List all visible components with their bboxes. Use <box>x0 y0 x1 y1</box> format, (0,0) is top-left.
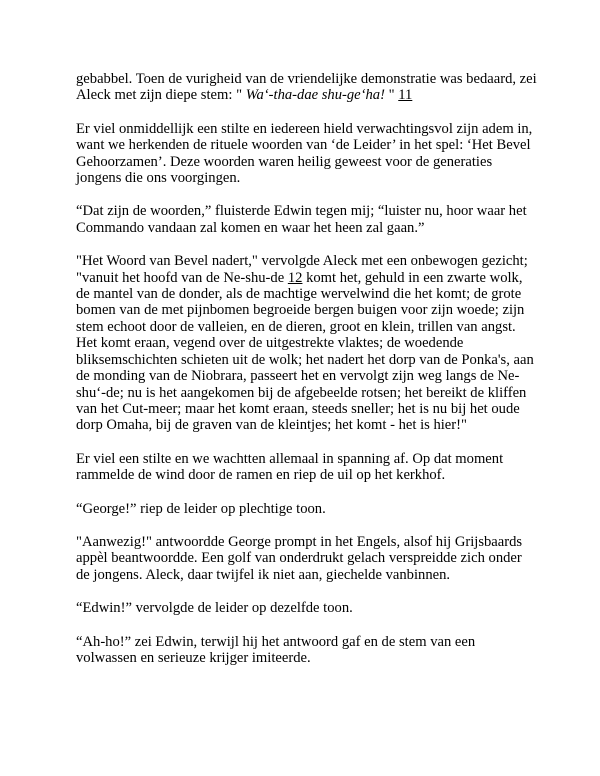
paragraph-8: “Edwin!” vervolgde de leider op dezelfde toon. <box>76 600 353 617</box>
paragraph-4-text-start: "Het Woord van Bevel nadert," vervolgde Aleck met een onbewogen gezicht; "vanuit het hoofd van de Ne-shu-de <box>76 253 528 286</box>
footnote-link-12[interactable]: 12 <box>287 269 303 286</box>
paragraph-4-text-end: komt het, gehuld in een zwarte wolk, de mantel van de donder, als de machtige wervelwind die het komt; de grote bomen van de met pijnbomen begroeide bergen buigen voor zijn woede; zijn stem echoot door de valleien, en de dieren, groot en klein, trillen van angst. Het komt eraan, vegend over de uitgestrekte vlaktes; de woedende bliksemschichten schieten uit de wolk; het nadert het dorp van de Ponka's, aan de monding van de Niobrara, passeert het en vervolgt zijn weg langs de Ne-shu‘-de; nu is het aangekomen bij de afgebeelde rotsen; het bereikt de kliffen van het Cut-meer; maar het komt eraan, steeds sneller; het is nu bij het oude dorp Omaha, bij de graven van de kleintjes; het komt - het is hier!" <box>76 269 534 434</box>
paragraph-9: “Ah-ho!” zei Edwin, terwijl hij het antwoord gaf en de stem van een volwassen en serieuze krijger imiteerde. <box>76 633 476 666</box>
paragraph-7: "Aanwezig!" antwoordde George prompt in het Engels, alsof hij Grijsbaards appèl beantwoordde. Een golf van onderdrukt gelach verspreidde zich onder de jongens. Aleck, daar twijfel ik niet aan, giechelde vanbinnen. <box>76 533 523 583</box>
paragraph-6: “George!” riep de leider op plechtige toon. <box>76 500 326 517</box>
paragraph-1 <box>76 71 538 104</box>
paragraph-1-text: gebabbel. Toen de vurigheid van de vriendelijke demonstratie was bedaard, zei Aleck met zijn diepe stem: " <box>76 71 537 104</box>
paragraph-2: Er viel onmiddellijk een stilte en iedereen hield verwachtingsvol zijn adem in, want we herkenden de rituele woorden van ‘de Leider’ in het spel: ‘Het Bevel Gehoorzamen’. Deze woorden waren heilig geweest voor de generaties jongens die ons voorgingen. <box>76 120 533 187</box>
footnote-link-11[interactable]: 11 <box>398 87 413 104</box>
paragraph-5: Er viel een stilte en we wachtten allemaal in spanning af. Op dat moment rammelde de wind door de ramen en riep de uil op het kerkhof. <box>76 450 504 484</box>
closing-quote: " <box>384 87 399 104</box>
document-page <box>76 71 538 683</box>
ritual-phrase: Wa‘-tha-dae shu-ge‘ha! <box>245 87 385 104</box>
paragraph-4 <box>76 253 538 433</box>
paragraph-3: “Dat zijn de woorden,” fluisterde Edwin tegen mij; “luister nu, hoor waar het Commando vandaan zal komen en waar het heen zal gaan.” <box>76 203 527 236</box>
